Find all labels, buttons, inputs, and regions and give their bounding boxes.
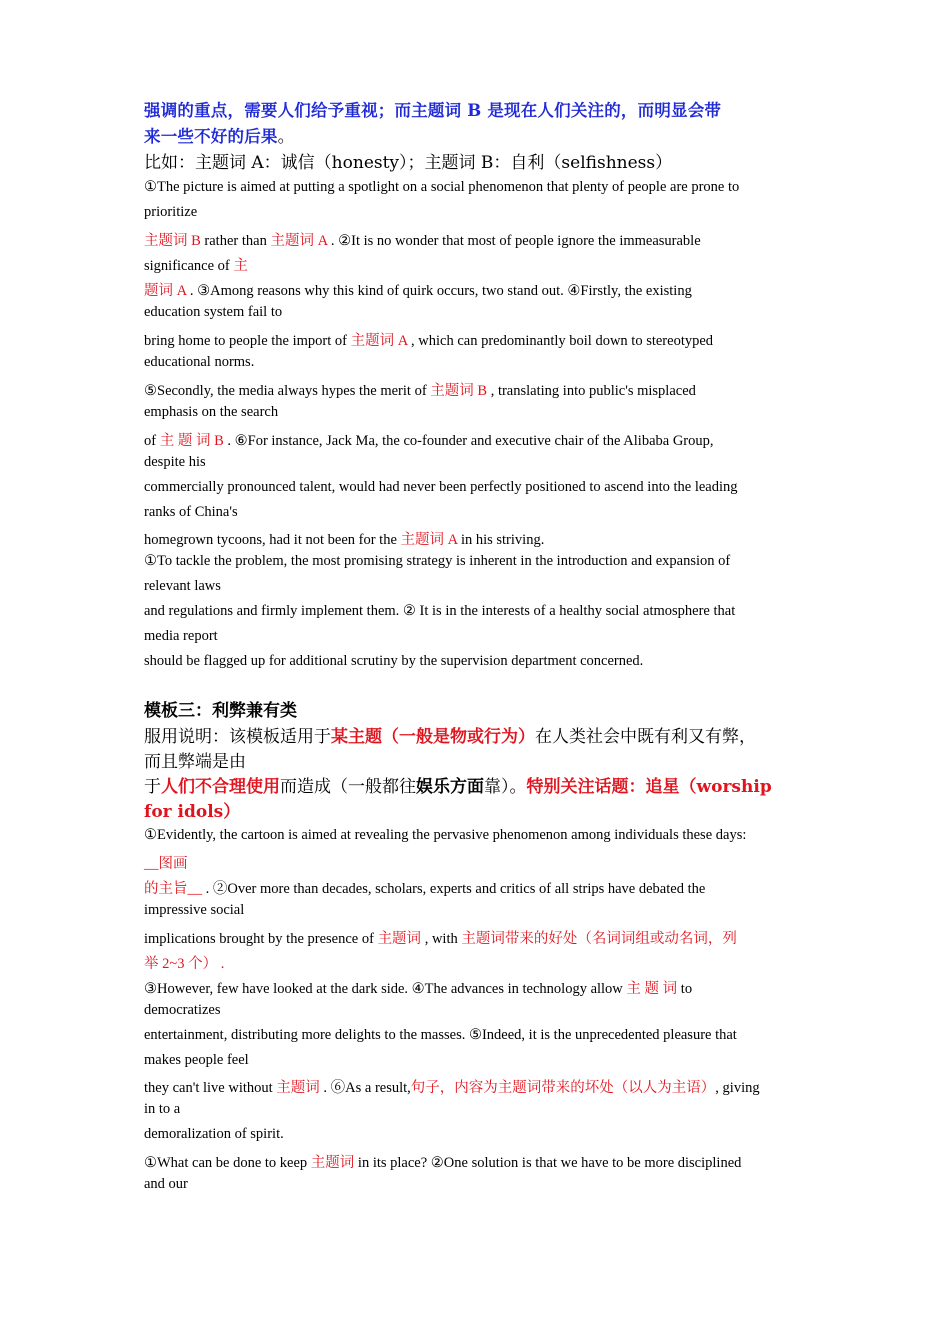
t2-line-3 — [144, 229, 701, 250]
t2-line-15 — [144, 528, 544, 549]
placeholder-topic-a: 主题词 A — [270, 233, 328, 249]
t3-line-11-mid: . ⑥As a result, — [319, 1080, 411, 1096]
t3-line-7-rest: to — [677, 981, 693, 997]
usage-line-3 — [144, 772, 772, 797]
usage-entertainment: 娱乐方面 — [416, 777, 484, 797]
t2-line-9 — [144, 379, 696, 400]
usage-label: 服用说明：该模板适用于 — [144, 727, 331, 747]
placeholder-topic-b: 主 题 词 B — [159, 433, 224, 449]
t2-line-8: educational norms. — [144, 354, 255, 370]
t3-line-1: ①Evidently, the cartoon is aimed at revealing the pervasive phenomenon among individuals these days: — [144, 827, 747, 843]
t2-line-2: prioritize — [144, 204, 198, 220]
usage-topic: 某主题（一般是物或行为） — [331, 727, 535, 747]
t3-line-3 — [144, 877, 705, 898]
placeholder-topic: 主题词 — [276, 1080, 320, 1096]
t2-line-3-rest: . ②It is no wonder that most of people ignore the immeasurable — [327, 233, 701, 249]
t3-line-14-rest: in its place? ②One solution is that we have to be more disciplined — [354, 1155, 742, 1171]
t3-line-2: __图画 — [144, 856, 188, 872]
t3-line-7 — [144, 977, 692, 998]
t3-line-14 — [144, 1151, 741, 1172]
section-heading: 模板三：利弊兼有类 — [144, 701, 297, 721]
t2-line-15-rest: in his striving. — [457, 532, 545, 548]
t2-line-4 — [144, 254, 248, 275]
t2-line-7-text: bring home to people the import of — [144, 333, 351, 349]
placeholder-topic: 主 题 词 — [626, 981, 678, 997]
t2-line-13: commercially pronounced talent, would had never been perfectly positioned to ascend into the leading — [144, 479, 738, 495]
t3-line-4: impressive social — [144, 902, 245, 918]
t3-line-6: 举 2~3 个） . — [144, 956, 225, 972]
usage-line-3-text: 于 — [144, 777, 161, 797]
t2-line-11-text: of — [144, 433, 160, 449]
intro-line-1: 强调的重点，需要人们给予重视；而主题词 B 是现在人们关注的，而明显会带 — [144, 101, 722, 120]
t2-line-10: emphasis on the search — [144, 404, 279, 420]
example-line: 比如：主题词 A：诚信（honesty）；主题词 B：自利（selfishness） — [144, 153, 673, 173]
t3-line-13: demoralization of spirit. — [144, 1126, 284, 1142]
t2-line-19: media report — [144, 628, 218, 644]
placeholder-topic-b: 主题词 B — [430, 383, 488, 399]
t3-line-5 — [144, 927, 737, 948]
placeholder-topic-a: 主题词 A — [400, 532, 458, 548]
t3-line-5-mid: , with — [421, 931, 462, 947]
placeholder-topic: 主题词 — [310, 1155, 355, 1171]
t2-line-7 — [144, 329, 713, 350]
t2-line-5 — [144, 279, 692, 300]
usage-line-3-end: 靠）。 — [484, 777, 527, 797]
usage-line-4: for idols） — [144, 802, 241, 822]
t2-line-5-text: . ③Among reasons why this kind of quirk occurs, two stand out. ④Firstly, the existing — [186, 283, 692, 299]
t3-line-7-text: ③However, few have looked at the dark side. ④The advances in technology allow — [144, 981, 627, 997]
t2-line-3-text: rather than — [200, 233, 271, 249]
t2-line-14: ranks of China's — [144, 504, 238, 520]
placeholder-topic-b: 主题词 B — [144, 233, 201, 249]
placeholder-topic-a-part: 题词 A — [144, 283, 187, 299]
t2-line-12: despite his — [144, 454, 206, 470]
placeholder-drawbacks: 句子，内容为主题词带来的坏处（以人为主语） — [410, 1080, 716, 1096]
t2-line-20: should be flagged up for additional scrutiny by the supervision department concerned. — [144, 653, 644, 669]
t3-line-11-text: they can't live without — [144, 1080, 277, 1096]
t3-line-8: democratizes — [144, 1002, 221, 1018]
placeholder-topic-a-part: 主 — [233, 258, 248, 274]
t3-line-15: and our — [144, 1176, 188, 1192]
t3-line-12: in to a — [144, 1101, 181, 1117]
t3-line-9: entertainment, distributing more delights to the masses. ⑤Indeed, it is the unprecedented pleasure that — [144, 1027, 737, 1043]
usage-line-3-mid: 而造成（一般都往 — [280, 777, 416, 797]
t3-line-11-end: , giving — [715, 1080, 760, 1096]
t2-line-18: and regulations and firmly implement them. ② It is in the interests of a healthy social atmosphere that — [144, 603, 736, 619]
t3-line-3-text: . ②Over more than decades, scholars, experts and critics of all strips have debated the — [202, 881, 706, 897]
intro-line-2-text: 来一些不好的后果 — [144, 127, 278, 146]
t3-line-5-text: implications brought by the presence of — [144, 931, 378, 947]
placeholder-benefits: 主题词带来的好处（名词词组或动名词，列 — [461, 931, 737, 947]
t2-line-7-rest: , which can predominantly boil down to stereotyped — [407, 333, 714, 349]
t2-line-6: education system fail to — [144, 304, 283, 320]
usage-line-1-rest: 在人类社会中既有利又有弊， — [535, 727, 756, 747]
t3-line-10: makes people feel — [144, 1052, 249, 1068]
t3-line-14-text: ①What can be done to keep — [144, 1155, 311, 1171]
intro-line-2-period: 。 — [277, 127, 295, 147]
usage-cause: 人们不合理使用 — [161, 777, 280, 797]
t2-line-9-rest: , translating into public's misplaced — [487, 383, 696, 399]
t2-line-15-text: homegrown tycoons, had it not been for the — [144, 532, 401, 548]
t2-line-16: ①To tackle the problem, the most promising strategy is inherent in the introduction and expansion of — [144, 553, 731, 569]
usage-line-2: 而且弊端是由 — [144, 752, 246, 772]
placeholder-topic: 主题词 — [377, 931, 422, 947]
placeholder-topic-a: 主题词 A — [350, 333, 408, 349]
usage-line-1 — [144, 722, 756, 747]
placeholder-picture-theme: 的主旨__ — [144, 881, 202, 897]
usage-special-topic: 特别关注话题：追星（worship — [526, 777, 772, 797]
t2-line-1: ①The picture is aimed at putting a spotlight on a social phenomenon that plenty of people are prone to — [144, 179, 740, 195]
intro-line-2 — [144, 122, 295, 147]
t2-line-4-text: significance of — [144, 258, 234, 274]
t2-line-17: relevant laws — [144, 578, 221, 594]
t3-line-11 — [144, 1076, 760, 1097]
t2-line-11 — [144, 429, 714, 450]
t2-line-11-rest: . ⑥For instance, Jack Ma, the co-founder and executive chair of the Alibaba Group, — [223, 433, 714, 449]
t2-line-9-text: ⑤Secondly, the media always hypes the merit of — [144, 383, 431, 399]
